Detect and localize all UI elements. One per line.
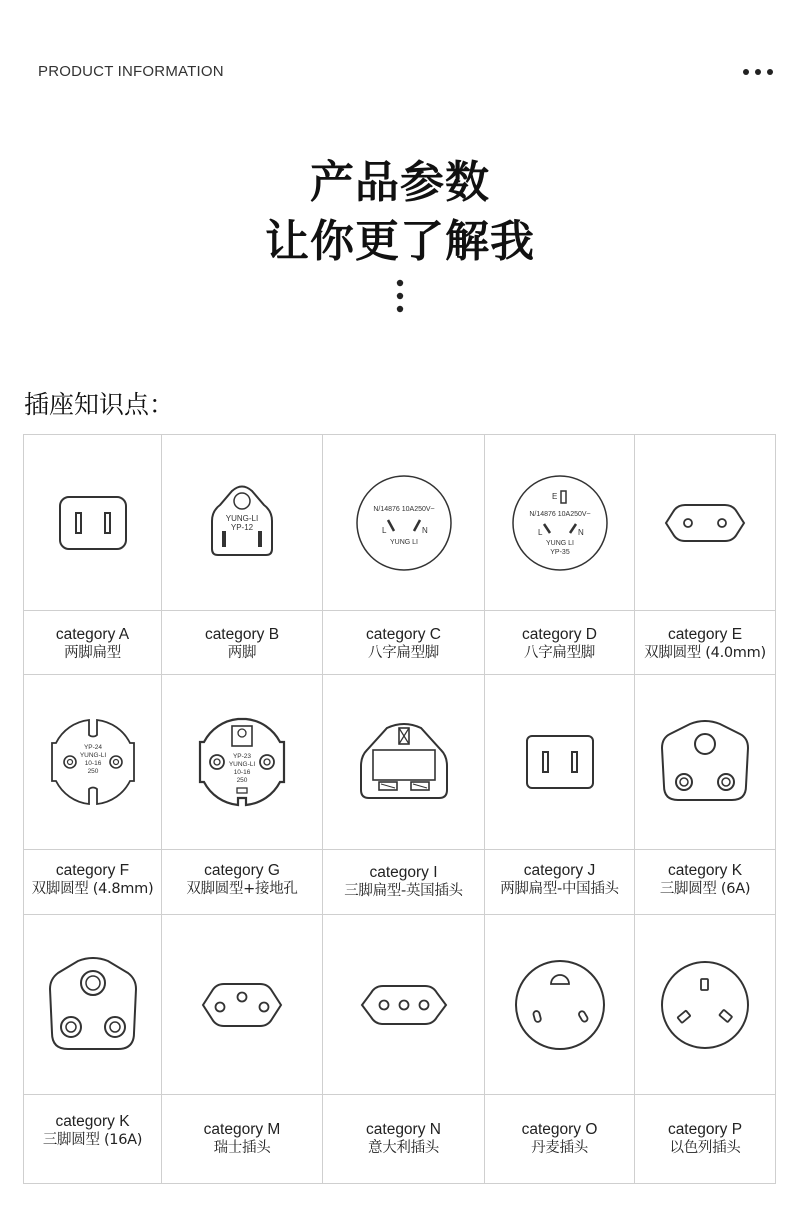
plug-card	[635, 915, 775, 1183]
plug-category-desc: 丹麦插头	[531, 1140, 588, 1156]
plug-category-desc: 双脚圆型+接地孔	[186, 881, 298, 897]
plug-card	[323, 675, 485, 915]
plug-category-desc: 八字扁型脚	[368, 645, 439, 661]
hero-title: 产品参数	[310, 157, 490, 208]
plug-card	[635, 675, 775, 915]
plug-card	[162, 435, 323, 675]
plug-category-name: category P	[667, 1121, 743, 1138]
plug-stamp-text: L	[381, 525, 386, 535]
plug-stamp-text: N	[421, 525, 428, 535]
uk-three-pin-plug-icon	[323, 675, 484, 850]
plug-category-name: category M	[203, 1121, 281, 1138]
plug-stamp-text: YUNG-LI	[225, 513, 259, 523]
plug-stamp-text: 250	[236, 777, 248, 784]
plug-stamp-text: YP-12	[230, 522, 254, 532]
two-flat-pin-plug-icon	[24, 435, 161, 611]
plug-card	[485, 915, 635, 1183]
plug-category-desc: 三脚圆型 (6A)	[659, 881, 751, 897]
two-round-pin-4-8mm-plug-icon	[24, 675, 161, 850]
israeli-plug-icon	[635, 915, 775, 1095]
plug-stamp-text: YUNG LI	[545, 539, 574, 547]
plug-stamp-text: E	[551, 491, 557, 501]
plug-category-desc: 双脚圆型 (4.8mm)	[31, 881, 154, 897]
hero-subtitle: 让你更了解我	[265, 216, 535, 267]
plug-stamp-text: YP-24	[83, 744, 102, 751]
plug-category-desc: 两脚扁型-中国插头	[500, 881, 619, 897]
plug-stamp-text: 10-16	[84, 760, 101, 767]
plug-category-desc: 两脚扁型	[64, 645, 121, 661]
plug-category-name: category F	[55, 862, 130, 879]
china-two-flat-pin-plug-icon	[485, 675, 634, 850]
plug-category-name: category N	[366, 1121, 441, 1138]
plug-stamp-text: N/14876 10A250V~	[528, 510, 591, 518]
plug-stamp-text: YUNG-LI	[228, 761, 256, 768]
plug-category-name: category K	[667, 862, 743, 879]
plug-category-desc: 三脚圆型 (16A)	[42, 1132, 143, 1148]
more-dots-icon[interactable]	[741, 62, 775, 82]
plug-stamp-text: YUNG-LI	[79, 752, 106, 759]
plug-card	[635, 435, 775, 675]
plug-card	[485, 435, 635, 675]
danish-plug-icon	[485, 915, 634, 1095]
plug-category-name: category A	[55, 626, 130, 643]
plug-category-name: category O	[521, 1121, 598, 1138]
plug-category-desc: 八字扁型脚	[524, 645, 595, 661]
schuko-plug-icon	[162, 675, 322, 850]
vertical-dots-icon	[390, 278, 410, 318]
section-label: PRODUCT INFORMATION	[38, 63, 224, 80]
two-pin-plug-icon	[162, 435, 322, 611]
plug-category-name: category B	[204, 626, 280, 643]
plug-stamp-text: 10-16	[233, 769, 251, 776]
plug-stamp-text: YUNG LI	[389, 538, 418, 546]
angled-three-pin-plug-icon	[485, 435, 634, 611]
plug-card	[323, 915, 485, 1183]
section-heading: 插座知识点：	[24, 390, 175, 419]
plug-category-name: category K	[55, 1113, 130, 1130]
plug-category-desc: 瑞士插头	[213, 1140, 271, 1156]
three-round-pin-16a-plug-icon	[24, 915, 161, 1095]
plug-stamp-text: L	[537, 527, 542, 537]
plug-stamp-text: YP-23	[232, 753, 252, 760]
plug-category-name: category J	[523, 862, 596, 879]
plug-category-name: category G	[204, 862, 280, 879]
three-round-pin-6a-plug-icon	[635, 675, 775, 850]
italian-plug-icon	[323, 915, 484, 1095]
plug-card	[24, 435, 162, 675]
plug-card	[485, 675, 635, 915]
plug-category-name: category E	[667, 626, 743, 643]
plug-category-desc: 双脚圆型 (4.0mm)	[644, 645, 766, 661]
plug-card	[162, 675, 323, 915]
plug-stamp-text: YP-35	[549, 548, 570, 556]
plug-category-desc: 以色列插头	[669, 1140, 741, 1156]
plug-card	[323, 435, 485, 675]
plug-stamp-text: 250	[87, 768, 98, 775]
plug-category-desc: 两脚	[227, 645, 257, 661]
plug-stamp-text: N/14876 10A250V~	[372, 505, 435, 513]
plug-category-name: category D	[522, 626, 597, 643]
plug-category-name: category I	[369, 864, 438, 881]
plug-category-name: category C	[366, 626, 441, 643]
plug-card	[24, 675, 162, 915]
plug-card	[162, 915, 323, 1183]
swiss-plug-icon	[162, 915, 322, 1095]
angled-flat-pin-plug-icon	[323, 435, 484, 611]
plug-stamp-text: N	[577, 527, 584, 537]
plug-card	[24, 915, 162, 1183]
two-round-pin-4mm-plug-icon	[635, 435, 775, 611]
plug-type-grid	[23, 434, 776, 1184]
plug-category-desc: 三脚扁型-英国插头	[344, 883, 463, 899]
plug-category-desc: 意大利插头	[368, 1140, 439, 1156]
